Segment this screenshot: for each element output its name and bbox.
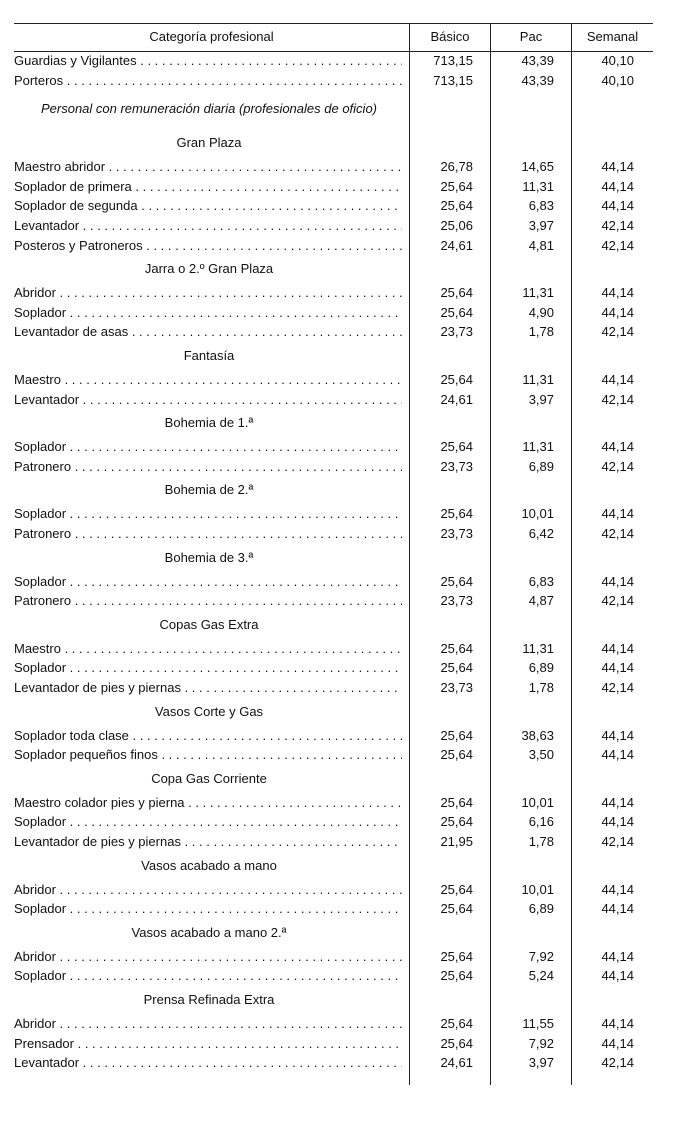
row-label: Abridor . . . [14,1015,402,1033]
row-label: Patronero . . . [14,458,402,476]
row-basico-value: 21,95 [440,834,473,849]
row-pac-value: 43,39 [521,53,554,68]
row-semanal-value: 42,14 [601,324,634,340]
row-pac-value: 6,83 [528,573,554,589]
row-label: Abridor . . . [14,881,402,899]
row-pac-value: 43,39 [521,72,554,88]
row-semanal-value: 44,14 [601,727,634,743]
row-semanal-value: 42,14 [601,391,634,407]
row-label: Guardias y Vigilantes . . . [14,52,402,70]
row-semanal-value: 44,14 [601,814,634,830]
row-label: Maestro colador pies y pierna . . . [14,794,402,812]
row-semanal-value: 42,14 [601,1055,634,1071]
row-basico-value: 24,61 [440,391,473,407]
row-pac-value: 10,01 [521,506,554,522]
row-pac-value: 6,16 [528,814,554,830]
row-pac-value: 7,92 [528,1035,554,1051]
row-pac-value: 11,31 [522,372,554,387]
row-semanal-value: 44,14 [601,304,634,320]
table-note: Personal con remuneración diaria (profesionales de oficio) [40,101,377,117]
row-basico-value: 23,73 [440,680,473,695]
row-semanal-value: 44,14 [601,198,634,214]
section-heading: Prensa Refinada Extra [143,992,275,1007]
row-pac-value: 11,31 [522,178,554,194]
row-basico-value: 24,61 [440,1055,473,1071]
header-basico: Básico [430,29,470,44]
row-pac-value: 4,81 [528,237,554,253]
row-semanal-value: 40,10 [601,53,634,68]
row-basico-value: 25,64 [440,285,473,301]
section-heading: Vasos acabado a mano 2.ª [131,924,287,940]
row-semanal-value: 44,14 [601,178,634,194]
row-pac-value: 11,31 [522,439,554,455]
row-semanal-value: 44,14 [601,285,634,301]
row-label: Soplador . . . [14,505,402,523]
row-basico-value: 23,73 [440,526,473,541]
row-semanal-value: 44,14 [601,1016,634,1031]
row-semanal-value: 42,14 [601,458,634,474]
row-label: Soplador . . . [14,967,402,985]
row-label: Levantador de pies y piernas . . . [14,679,402,697]
row-label: Porteros . . . [14,72,402,90]
section-heading: Fantasía [183,348,235,363]
row-basico-value: 25,64 [440,814,473,830]
row-semanal-value: 44,14 [601,881,634,897]
row-semanal-value: 44,14 [601,506,634,522]
row-basico-value: 23,73 [440,458,473,474]
row-label: Soplador . . . [14,573,402,591]
row-label: Maestro . . . [14,371,402,389]
row-basico-value: 25,64 [440,747,473,763]
section-heading: Copa Gas Corriente [151,770,267,786]
row-basico-value: 25,06 [440,218,473,233]
row-pac-value: 6,89 [528,660,554,676]
section-heading: Gran Plaza [176,135,242,151]
row-pac-value: 10,01 [521,794,554,810]
row-pac-value: 6,42 [528,526,554,541]
row-semanal-value: 44,14 [601,573,634,589]
header-category: Categoría profesional [149,29,274,44]
section-heading: Jarra o 2.º Gran Plaza [144,261,274,277]
row-pac-value: 3,50 [528,747,554,763]
row-basico-value: 25,64 [440,1035,473,1051]
row-label: Patronero . . . [14,592,402,610]
section-heading: Bohemia de 1.ª [164,415,254,431]
row-pac-value: 6,83 [528,198,554,214]
row-semanal-value: 44,14 [601,794,634,810]
row-pac-value: 7,92 [528,948,554,964]
row-label: Maestro abridor . . . [14,158,402,176]
row-semanal-value: 44,14 [601,948,634,964]
row-label: Soplador . . . [14,304,402,322]
row-semanal-value: 44,14 [601,660,634,676]
header-pac: Pac [519,29,543,44]
row-semanal-value: 44,14 [601,372,634,387]
row-label: Patronero . . . [14,525,402,543]
row-semanal-value: 44,14 [601,640,634,656]
row-semanal-value: 42,14 [601,593,634,609]
row-basico-value: 713,15 [433,53,473,68]
row-basico-value: 25,64 [440,948,473,964]
row-semanal-value: 44,14 [601,1035,634,1051]
row-semanal-value: 44,14 [601,159,634,175]
row-basico-value: 25,64 [440,640,473,656]
row-label: Levantador . . . [14,1054,402,1072]
row-basico-value: 24,61 [440,237,473,253]
row-pac-value: 3,97 [528,218,554,233]
row-semanal-value: 44,14 [601,968,634,984]
row-pac-value: 11,55 [522,1016,554,1031]
row-pac-value: 4,87 [528,593,554,609]
row-label: Soplador pequeños finos . . . [14,746,402,764]
row-label: Soplador de segunda . . . [14,197,402,215]
row-label: Soplador de primera . . . [14,178,402,196]
row-basico-value: 23,73 [440,324,473,340]
row-pac-value: 4,90 [528,304,554,320]
row-basico-value: 25,64 [440,198,473,214]
row-pac-value: 1,78 [528,324,554,340]
row-basico-value: 25,64 [440,506,473,522]
header-semanal: Semanal [586,29,639,44]
row-pac-value: 14,65 [521,159,554,175]
row-basico-value: 25,64 [440,439,473,455]
row-label: Levantador de asas . . . [14,323,402,341]
row-semanal-value: 44,14 [601,747,634,763]
row-label: Soplador . . . [14,900,402,918]
row-semanal-value: 42,14 [601,680,634,695]
row-semanal-value: 44,14 [601,439,634,455]
row-pac-value: 5,24 [528,968,554,984]
row-semanal-value: 42,14 [601,218,634,233]
row-pac-value: 11,31 [522,640,554,656]
row-pac-value: 38,63 [521,727,554,743]
row-basico-value: 26,78 [440,159,473,175]
row-pac-value: 6,89 [528,901,554,917]
row-basico-value: 25,64 [440,1016,473,1031]
row-semanal-value: 44,14 [601,901,634,917]
row-label: Abridor . . . [14,284,402,302]
row-label: Posteros y Patroneros . . . [14,237,402,255]
row-pac-value: 6,89 [528,458,554,474]
row-basico-value: 25,64 [440,660,473,676]
row-basico-value: 25,64 [440,901,473,917]
section-heading: Bohemia de 3.ª [164,549,254,565]
row-basico-value: 25,64 [440,573,473,589]
header-top-rule [14,23,653,24]
section-heading: Vasos acabado a mano [141,857,277,873]
row-label: Abridor . . . [14,948,402,966]
row-pac-value: 3,97 [528,391,554,407]
row-basico-value: 25,64 [440,304,473,320]
section-heading: Copas Gas Extra [159,616,259,632]
row-label: Soplador . . . [14,438,402,456]
row-basico-value: 25,64 [440,372,473,387]
row-semanal-value: 42,14 [601,834,634,849]
row-pac-value: 1,78 [528,834,554,849]
row-label: Soplador . . . [14,659,402,677]
row-basico-value: 25,64 [440,968,473,984]
row-label: Soplador . . . [14,813,402,831]
row-semanal-value: 40,10 [601,72,634,88]
section-heading: Vasos Corte y Gas [154,703,264,719]
row-basico-value: 25,64 [440,881,473,897]
row-pac-value: 1,78 [528,680,554,695]
row-basico-value: 23,73 [440,593,473,609]
row-basico-value: 25,64 [440,178,473,194]
row-semanal-value: 42,14 [601,237,634,253]
row-label: Prensador . . . [14,1035,402,1053]
row-pac-value: 3,97 [528,1055,554,1071]
row-basico-value: 25,64 [440,794,473,810]
row-label: Maestro . . . [14,640,402,658]
section-heading: Bohemia de 2.ª [164,482,254,498]
row-label: Levantador . . . [14,391,402,409]
row-basico-value: 713,15 [433,72,473,88]
row-pac-value: 11,31 [522,285,554,301]
row-pac-value: 10,01 [521,881,554,897]
row-label: Soplador toda clase . . . [14,727,402,745]
row-semanal-value: 42,14 [601,526,634,541]
row-label: Levantador de pies y piernas . . . [14,833,402,851]
row-label: Levantador . . . [14,217,402,235]
row-basico-value: 25,64 [440,727,473,743]
